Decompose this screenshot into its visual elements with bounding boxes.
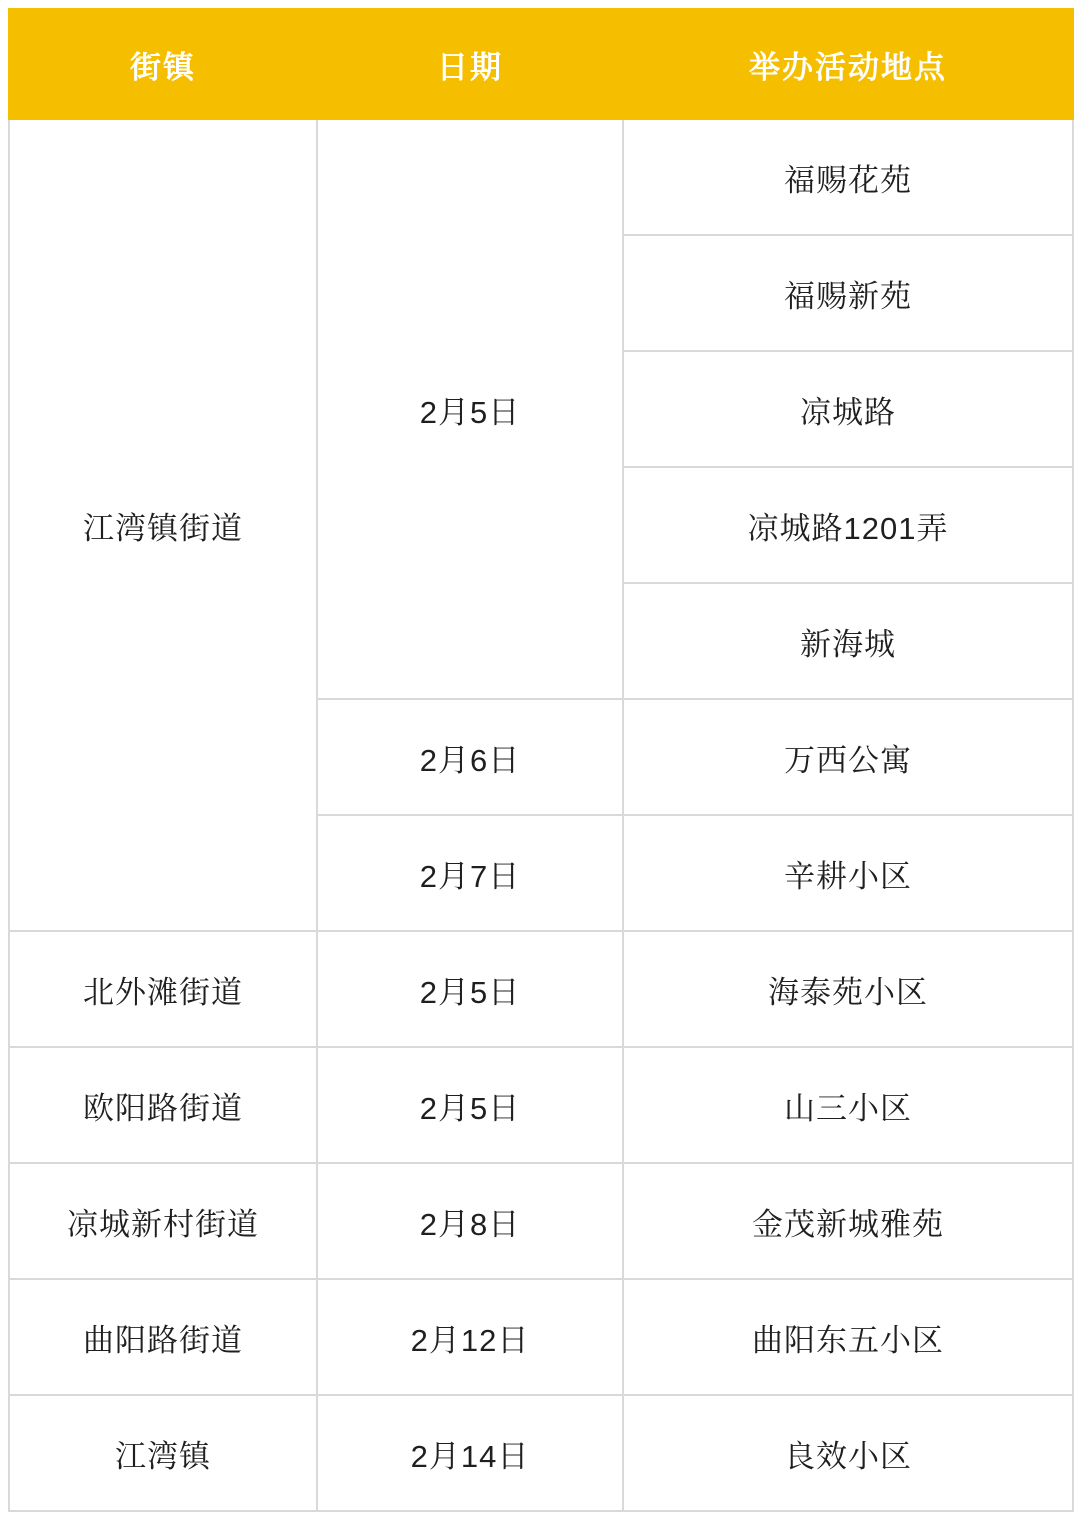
schedule-table — [8, 8, 1074, 1512]
cell-date: 2月14日 — [317, 1395, 623, 1511]
cell-location: 良效小区 — [623, 1395, 1073, 1511]
cell-town: 欧阳路街道 — [9, 1047, 317, 1163]
cell-location: 金茂新城雅苑 — [623, 1163, 1073, 1279]
cell-town: 凉城新村街道 — [9, 1163, 317, 1279]
cell-location: 福赐新苑 — [623, 235, 1073, 351]
table-row — [9, 1047, 1073, 1163]
table-row — [9, 931, 1073, 1047]
cell-location: 海泰苑小区 — [623, 931, 1073, 1047]
table-row — [9, 1395, 1073, 1511]
table-row — [9, 1279, 1073, 1395]
table-row — [9, 1163, 1073, 1279]
cell-date: 2月6日 — [317, 699, 623, 815]
column-header-location: 举办活动地点 — [623, 9, 1073, 119]
column-header-town: 街镇 — [9, 9, 317, 119]
cell-town: 江湾镇街道 — [9, 119, 317, 931]
cell-town: 曲阳路街道 — [9, 1279, 317, 1395]
cell-location: 凉城路1201弄 — [623, 467, 1073, 583]
cell-date: 2月7日 — [317, 815, 623, 931]
cell-date: 2月5日 — [317, 119, 623, 699]
table-header — [9, 9, 1073, 119]
cell-location: 辛耕小区 — [623, 815, 1073, 931]
column-header-date: 日期 — [317, 9, 623, 119]
cell-location: 新海城 — [623, 583, 1073, 699]
cell-location: 万西公寓 — [623, 699, 1073, 815]
cell-location: 福赐花苑 — [623, 119, 1073, 235]
cell-location: 山三小区 — [623, 1047, 1073, 1163]
cell-date: 2月8日 — [317, 1163, 623, 1279]
cell-date: 2月5日 — [317, 1047, 623, 1163]
table-body — [9, 119, 1073, 1511]
cell-town: 江湾镇 — [9, 1395, 317, 1511]
cell-location: 曲阳东五小区 — [623, 1279, 1073, 1395]
table-header-row — [9, 9, 1073, 119]
table-row — [9, 119, 1073, 235]
cell-town: 北外滩街道 — [9, 931, 317, 1047]
cell-date: 2月12日 — [317, 1279, 623, 1395]
cell-date: 2月5日 — [317, 931, 623, 1047]
cell-location: 凉城路 — [623, 351, 1073, 467]
